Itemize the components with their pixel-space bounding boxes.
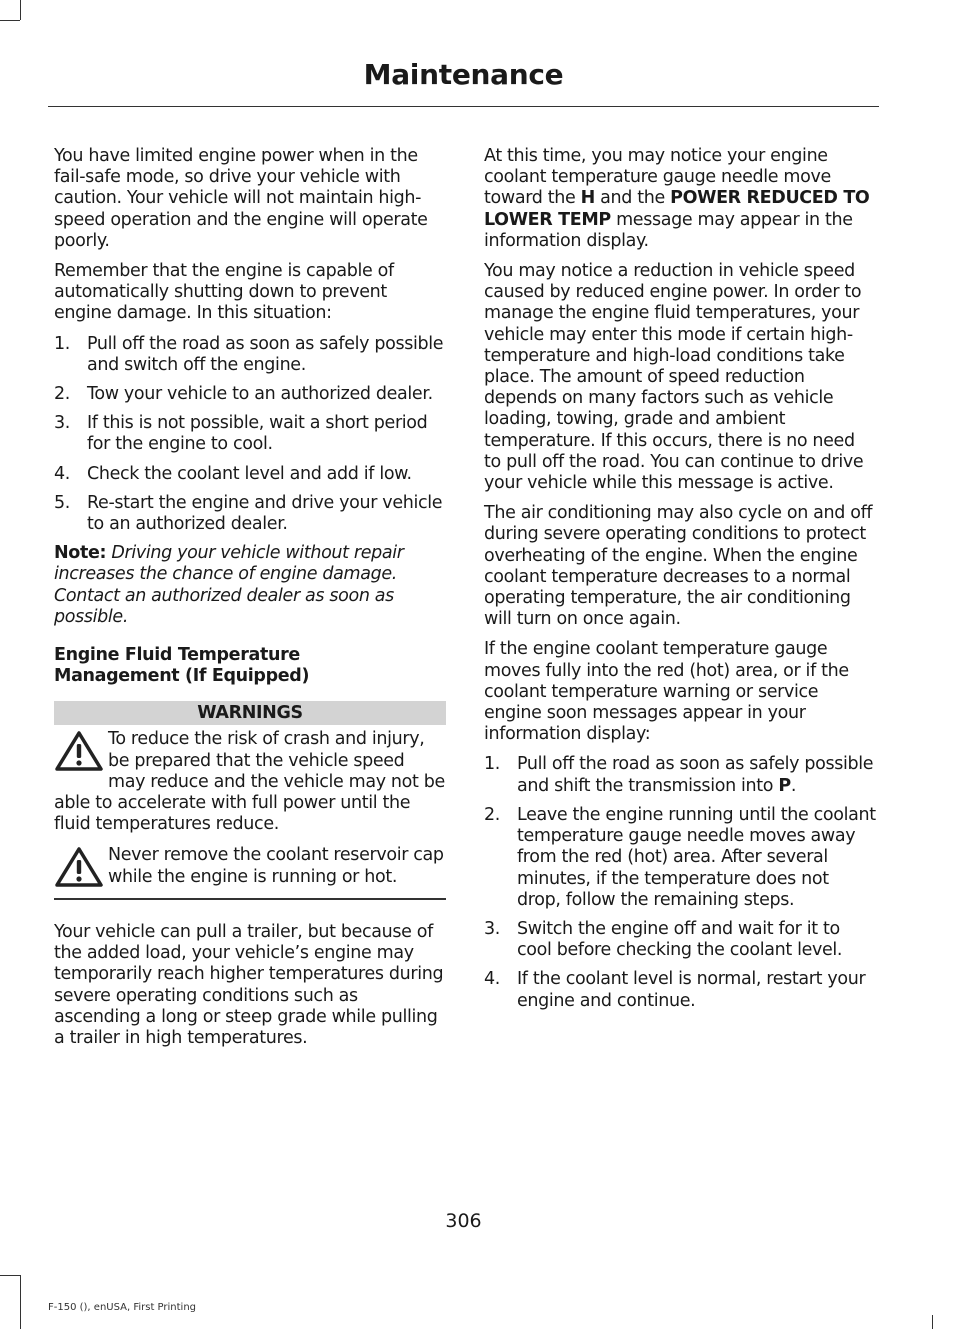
- gear-p-label: P: [778, 775, 791, 796]
- list-item: [484, 919, 876, 961]
- list-item: [54, 384, 446, 405]
- list-number: 2.: [484, 804, 500, 825]
- note-label: Note:: [54, 543, 107, 564]
- section-heading: Engine Fluid Temperature Management (If Equipped): [54, 645, 310, 687]
- list-item: [54, 334, 446, 376]
- warning-text: Never remove the coolant reservoir cap while the engine is running or hot.: [108, 845, 444, 887]
- step-list: [54, 334, 446, 536]
- warning-block: [54, 729, 446, 835]
- list-item: [54, 493, 446, 535]
- crop-mark: [932, 1315, 933, 1329]
- paragraph: Your vehicle can pull a trailer, but because of the added load, your vehicle’s engine may temporarily reach higher temperatures during severe operating conditions such as ascending a long or steep grade while pulling a trailer in high temperatures.: [54, 921, 444, 1048]
- page-title: Maintenance: [363, 58, 564, 91]
- list-number: 3.: [484, 918, 500, 939]
- page-number: 306: [445, 1210, 482, 1232]
- list-text: Re-start the engine and drive your vehicle to an authorized dealer.: [87, 492, 443, 535]
- gauge-h-label: H: [580, 188, 595, 209]
- list-item: [484, 805, 876, 911]
- warning-triangle-icon: [54, 730, 104, 772]
- list-item: [54, 464, 446, 485]
- paragraph: You have limited engine power when in the fail-safe mode, so drive your vehicle with caution. Your vehicle will not maintain high-speed operation and the engine will operate poorly.: [54, 146, 428, 251]
- paragraph: [484, 146, 876, 252]
- list-number: 4.: [484, 969, 500, 990]
- list-item: [54, 413, 446, 455]
- list-text: Check the coolant level and add if low.: [87, 463, 412, 484]
- print-footer: F-150 (), enUSA, First Printing: [48, 1302, 197, 1313]
- left-column: [54, 146, 446, 1058]
- warning-triangle-icon: [54, 846, 104, 888]
- note: [54, 543, 446, 628]
- warning-block: [54, 845, 446, 888]
- text-run: At this time, you may notice your engine coolant temperature gauge needle move toward the: [484, 146, 831, 209]
- warnings-divider: [54, 898, 446, 900]
- right-column: [484, 146, 876, 1020]
- paragraph: The air conditioning may also cycle on and off during severe operating conditions to protect overheating of the engine. When the engine coolant temperature decreases to a normal operating temperature, the air conditioning will turn on once again.: [484, 503, 873, 630]
- list-number: 2.: [54, 384, 70, 405]
- list-text: Leave the engine running until the coolant temperature gauge needle moves away from the red (hot) area. After several minutes, if the temperature does not drop, follow the remaining steps.: [517, 804, 876, 910]
- list-item: [484, 969, 876, 1011]
- warnings-heading: WARNINGS: [54, 701, 446, 725]
- paragraph: Remember that the engine is capable of automatically shutting down to prevent engine damage. In this situation:: [54, 261, 394, 324]
- crop-mark: [0, 1275, 20, 1276]
- crop-mark: [20, 0, 21, 20]
- list-text: Pull off the road as soon as safely possible and shift the transmission into: [517, 754, 874, 796]
- crop-mark: [20, 1275, 21, 1329]
- list-text: Pull off the road as soon as safely possible and switch off the engine.: [87, 333, 444, 375]
- list-text: If the coolant level is normal, restart your engine and continue.: [517, 969, 866, 1011]
- display-message: POWER REDUCED TO LOWER TEMP: [484, 188, 870, 230]
- text-run: message may appear in the information display.: [484, 209, 853, 251]
- list-text: Switch the engine off and wait for it to cool before checking the coolant level.: [517, 918, 843, 961]
- paragraph: You may notice a reduction in vehicle speed caused by reduced engine power. In order to manage the engine fluid temperatures, your vehicle may enter this mode if certain high-temperature and high-load conditions take place. The amount of speed reduction depends on many factors such as vehicle loading, towing, grade and ambient temperature. If this occurs, there is no need to pull off the road. You can continue to drive your vehicle while this message is active.: [484, 261, 864, 494]
- list-item: [484, 754, 876, 796]
- list-number: 4.: [54, 463, 70, 484]
- list-number: 1.: [54, 333, 70, 354]
- step-list: [484, 754, 876, 1011]
- crop-mark: [0, 20, 20, 21]
- text-run: and the: [600, 188, 665, 209]
- list-text: If this is not possible, wait a short period for the engine to cool.: [87, 413, 428, 455]
- list-text: Tow your vehicle to an authorized dealer.: [87, 384, 433, 405]
- note-text: Driving your vehicle without repair increases the chance of engine damage. Contact an authorized dealer as soon as possible.: [54, 543, 404, 627]
- list-number: 3.: [54, 413, 70, 434]
- list-number: 1.: [484, 754, 500, 775]
- header-divider: [48, 106, 879, 107]
- list-number: 5.: [54, 492, 70, 513]
- paragraph: If the engine coolant temperature gauge moves fully into the red (hot) area, or if the coolant temperature warning or service engine soon messages appear in your information display:: [484, 639, 849, 745]
- warning-text: To reduce the risk of crash and injury, be prepared that the vehicle speed may reduce and the vehicle may not be able to accelerate with full power until the fluid temperatures reduce.: [54, 729, 445, 835]
- text-run: .: [790, 775, 797, 796]
